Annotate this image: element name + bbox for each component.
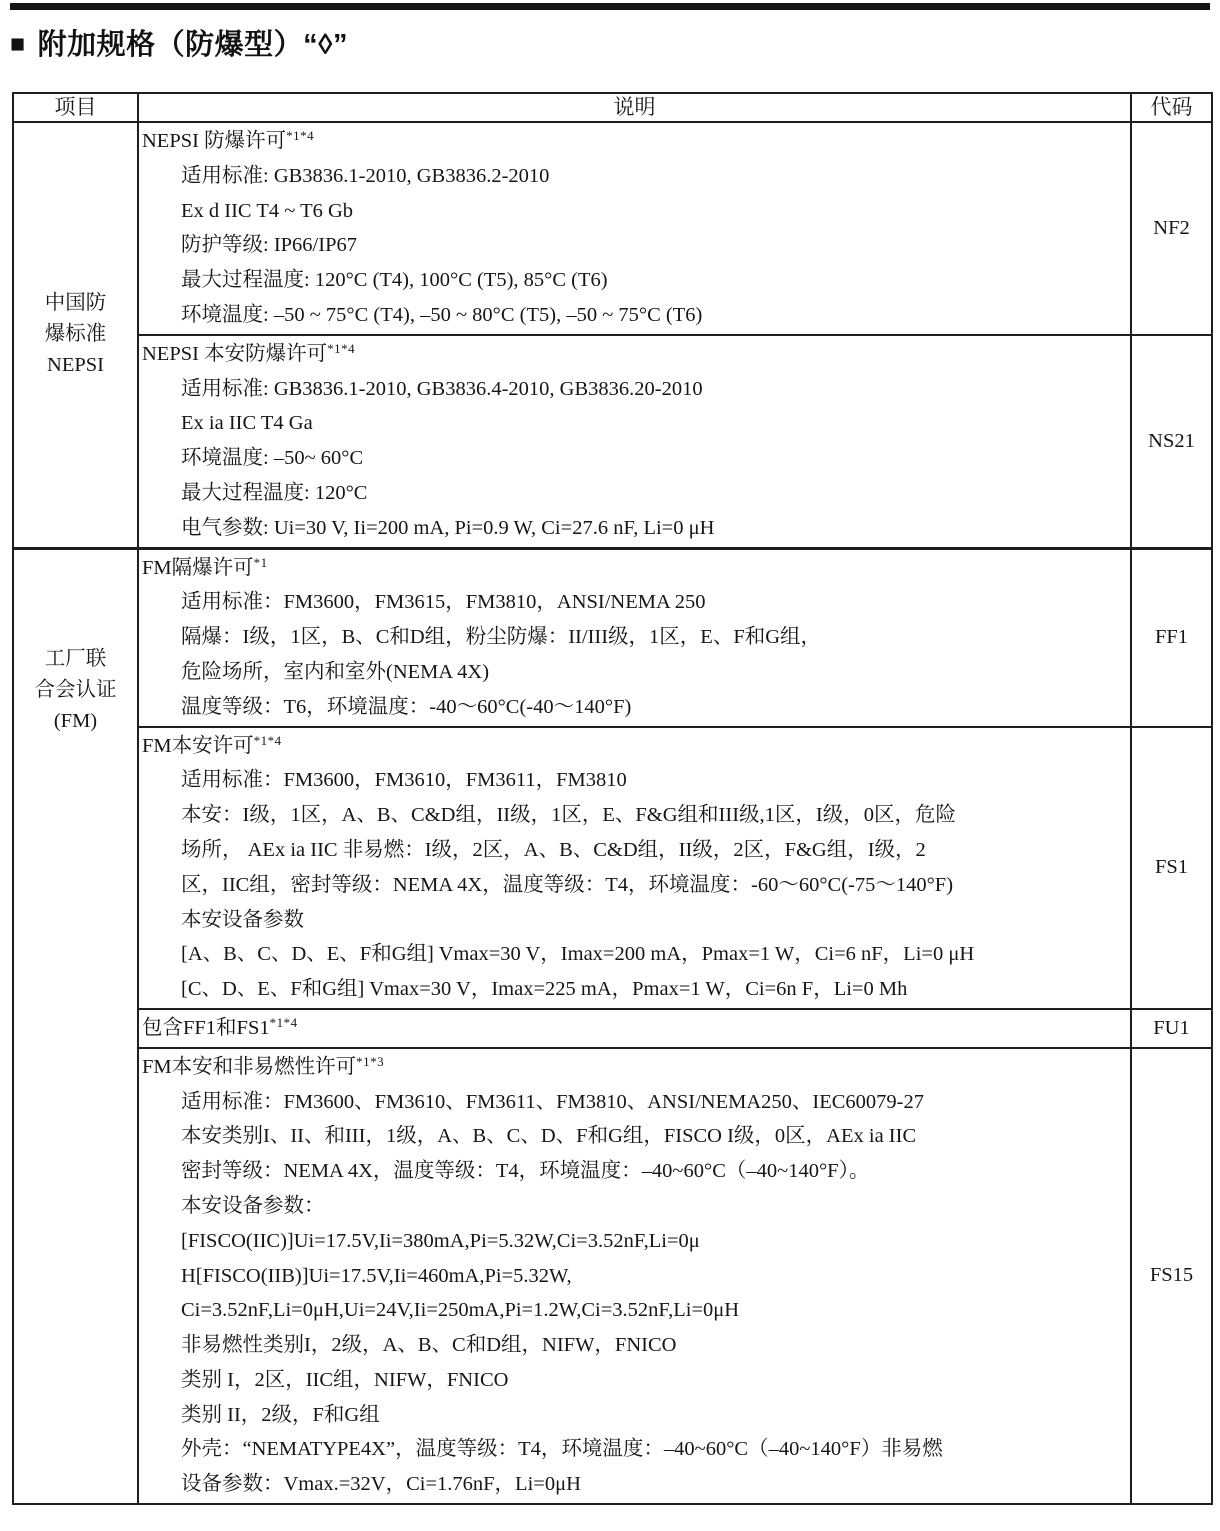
spec-line: 场所， AEx ia IIC 非易燃：I级，2区，A、B、C&D组，II级，2区，F&G组，I级，2 xyxy=(181,838,926,861)
item-label-line: 工厂联 xyxy=(44,647,107,670)
item-label-line: (FM) xyxy=(53,709,98,732)
description-cell xyxy=(138,335,1131,548)
item-label-line: 合会认证 xyxy=(34,678,117,701)
table-row xyxy=(13,548,1212,726)
spec-line: FM隔爆许可$^{*1}$ xyxy=(142,554,268,579)
spec-line: 温度等级：T6，环境温度：-40～60°C(-40～140°F) xyxy=(181,695,632,718)
code-cell: FS1 xyxy=(1131,727,1212,1009)
item-label-line: 中国防 xyxy=(44,292,107,315)
spec-line: 适用标准: GB3836.1-2010, GB3836.2-2010 xyxy=(181,164,550,187)
page-title-text: 附加规格（防爆型）“◊” xyxy=(37,29,348,61)
spec-line: 设备参数：Vmax.=32V，Ci=1.76nF，Li=0μH xyxy=(181,1473,581,1496)
header-code: 代码 xyxy=(1131,93,1212,122)
page-title xyxy=(10,22,1210,63)
spec-line: 环境温度: –50~ 60°C xyxy=(181,447,364,470)
spec-line: NEPSI 防爆许可$^{*1*4}$ xyxy=(142,128,315,152)
spec-table xyxy=(12,92,1213,1505)
spec-line: FM本安和非易燃性许可$^{*1*3}$ xyxy=(142,1053,385,1078)
item-cell xyxy=(13,122,138,548)
header-item: 项目 xyxy=(13,93,138,122)
spec-line: 包含FF1和$FS1^{*1*4}$ xyxy=(142,1014,298,1039)
page-top-rule xyxy=(10,3,1210,10)
spec-line: 最大过程温度: 120°C (T4), 100°C (T5), 85°C (T6) xyxy=(181,269,608,292)
description-cell xyxy=(138,727,1131,1009)
spec-line: 本安设备参数： xyxy=(181,1194,325,1217)
item-label-line: 爆标准 xyxy=(44,323,107,346)
spec-line: 环境温度: –50 ~ 75°C (T4), –50 ~ 80°C (T5), –50 ~ 75°C (T6) xyxy=(181,303,703,326)
description-cell xyxy=(138,122,1131,335)
footnote-ref: *1 xyxy=(253,554,268,570)
table-row xyxy=(13,1048,1212,1504)
spec-line: [C、D、E、F和G组] Vmax=30 V，Imax=225 mA，Pmax=1 W，Ci=6n F，Li=0 Mh xyxy=(181,978,908,1001)
spec-line: 区，IIC组，密封等级：NEMA 4X，温度等级：T4，环境温度：-60～60°C(-75～140°F) xyxy=(181,873,954,896)
footnote-ref: *1*3 xyxy=(356,1053,385,1069)
spec-line: 本安设备参数 xyxy=(181,908,304,931)
spec-line: 电气参数: Ui=30 V, Ii=200 mA, Pi=0.9 W, Ci=27.6 nF, Li=0 μH xyxy=(181,516,715,539)
spec-line: FM本安许可$^{*1*4}$ xyxy=(142,732,282,757)
item-label-line: NEPSI xyxy=(47,354,104,377)
spec-line: 适用标准：FM3600、FM3610、FM3611、FM3810、ANSI/NEMA250、IEC60079-27 xyxy=(181,1090,924,1113)
spec-line: 密封等级：NEMA 4X，温度等级：T4，环境温度：–40~60°C（–40~140°F）。 xyxy=(181,1160,870,1183)
spec-line: 适用标准：FM3600，FM3610，FM3611，FM3810 xyxy=(181,769,627,792)
code-cell: NS21 xyxy=(1131,335,1212,548)
code-cell: FS15 xyxy=(1131,1048,1212,1504)
spec-line: 防护等级: IP66/IP67 xyxy=(181,234,357,257)
spec-line: 最大过程温度: 120°C xyxy=(181,481,368,504)
spec-line: Ex ia IIC T4 Ga xyxy=(181,412,313,435)
spec-line: 本安类别I、II、和III，1级，A、B、C、D、F和G组，FISCO I级，0区，AEx ia IIC xyxy=(181,1125,917,1148)
description-cell xyxy=(138,1009,1131,1048)
spec-line: 隔爆：I级，1区，B、C和D组，粉尘防爆：II/III级，1区，E、F和G组， xyxy=(181,626,822,649)
table-row xyxy=(13,727,1212,1009)
footnote-ref: *1*4 xyxy=(286,128,315,143)
spec-line: 外壳：“NEMATYPE4X”，温度等级：T4，环境温度：–40~60°C（–40~140°F）非易燃 xyxy=(181,1438,943,1461)
section-square-marker: ■ xyxy=(10,30,26,58)
footnote-ref: *1*4 xyxy=(253,732,282,748)
spec-line: [FISCO(IIC)]Ui=17.5V,Ii=380mA,Pi=5.32W,Ci=3.52nF,Li=0μ xyxy=(181,1229,700,1252)
spec-line: 类别 II，2级，F和G组 xyxy=(181,1403,380,1426)
spec-line: 适用标准：FM3600，FM3615，FM3810，ANSI/NEMA 250 xyxy=(181,591,706,614)
table-header-row xyxy=(13,93,1212,122)
spec-line: NEPSI 本安防爆许可$^{*1*4}$ xyxy=(142,340,356,365)
footnote-ref: *1*4 xyxy=(269,1014,298,1030)
table-row xyxy=(13,122,1212,335)
spec-line: 类别 I，2区，IIC组，NIFW，FNICO xyxy=(181,1368,509,1391)
code-cell: FF1 xyxy=(1131,548,1212,726)
item-cell xyxy=(13,548,138,1504)
description-cell xyxy=(138,1048,1131,1504)
footnote-ref: *1*4 xyxy=(327,340,356,356)
spec-line: 本安：I级，1区，A、B、C&D组，II级，1区，E、F&G组和III级,1区，I级，0区，危险 xyxy=(181,804,956,827)
code-cell: FU1 xyxy=(1131,1009,1212,1048)
spec-table-body xyxy=(13,122,1212,1504)
spec-line: H[FISCO(IIB)]Ui=17.5V,Ii=460mA,Pi=5.32W, xyxy=(181,1264,572,1287)
spec-line: 危险场所，室内和室外(NEMA 4X) xyxy=(181,660,490,683)
spec-line: 非易燃性类别I，2级，A、B、C和D组，NIFW，FNICO xyxy=(181,1334,677,1357)
description-cell xyxy=(138,548,1131,726)
code-cell: NF2 xyxy=(1131,122,1212,335)
table-row xyxy=(13,1009,1212,1048)
spec-line: Ci=3.52nF,Li=0μH,Ui=24V,Ii=250mA,Pi=1.2W,Ci=3.52nF,Li=0μH xyxy=(181,1299,740,1322)
spec-line: [A、B、C、D、E、F和G组] Vmax=30 V，Imax=200 mA，Pmax=1 W，Ci=6 nF，Li=0 μH xyxy=(181,943,975,966)
spec-line: Ex d IIC T4 ~ T6 Gb xyxy=(181,199,354,222)
spec-line: 适用标准: GB3836.1-2010, GB3836.4-2010, GB3836.20-2010 xyxy=(181,377,703,400)
table-row xyxy=(13,335,1212,548)
header-description: 说明 xyxy=(138,93,1131,122)
